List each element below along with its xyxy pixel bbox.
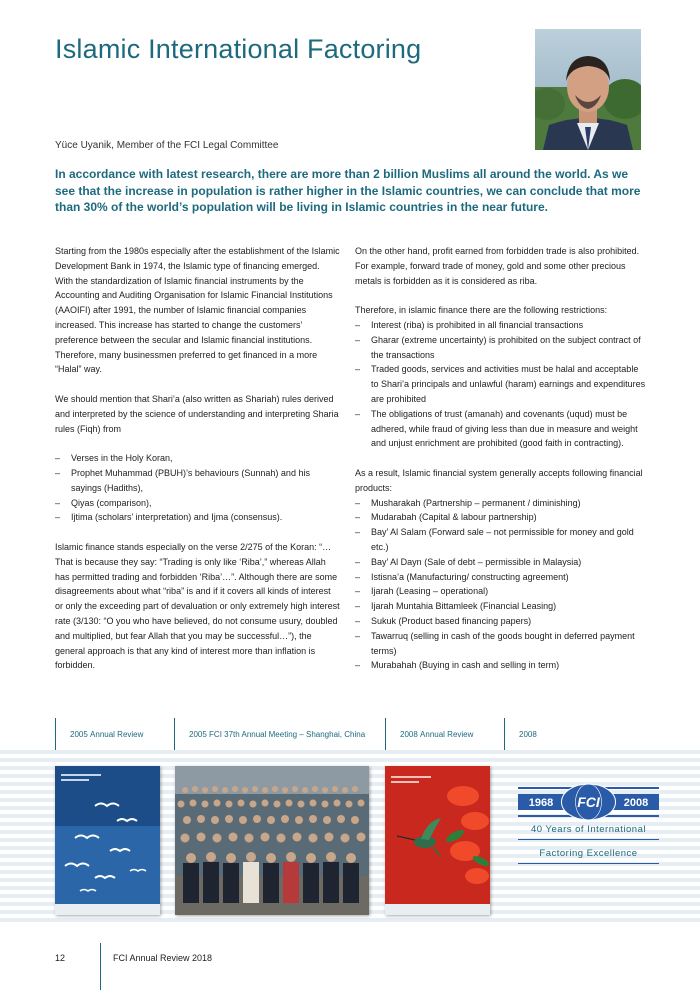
author-byline: Yüce Uyanik, Member of the FCI Legal Committee bbox=[55, 140, 279, 151]
left-paragraph-3: Islamic finance stands especially on the verse 2/275 of the Koran: “…That is because they say: “Trading is only like ‘Riba’,” whereas Allah has permitted trading and forbidden ‘Riba’…”. Although there are some disagreements about what “riba” is and if it covers all kinds of interest or only the exceeding part of devaluation or only extremely high interest rate (3/130: “O you who have believed, do not consume usury, doubled and multiplied, but fear Allah that you may be successful…”), the general approach is that any kind of interest more than inflation is forbidden. bbox=[55, 541, 340, 671]
fci-globe-logo bbox=[518, 780, 659, 826]
timeline-label: Annual Review bbox=[420, 729, 474, 739]
timeline-label: Annual Review bbox=[90, 729, 144, 739]
page-number: 12 bbox=[55, 953, 66, 963]
timeline-year: 2005 bbox=[70, 729, 88, 739]
timeline-year: 2008 bbox=[519, 729, 537, 739]
list-item: – Interest (riba) is prohibited in all financial transactions bbox=[355, 318, 647, 333]
list-item: – Bay’ Al Salam (Forward sale – not permissible for money and gold etc.) bbox=[355, 525, 647, 555]
birds-cover-image bbox=[55, 766, 160, 915]
timeline-year: 2008 bbox=[400, 729, 418, 739]
logo-year-end: 2008 bbox=[623, 797, 649, 809]
list-item: – Verses in the Holy Koran, bbox=[55, 451, 340, 466]
right-paragraph-3: As a result, Islamic financial system generally accepts following financial products: bbox=[355, 467, 643, 493]
timeline-divider bbox=[55, 718, 56, 750]
list-item: – Ijtima (scholars’ interpretation) and Ijma (consensus). bbox=[55, 510, 340, 525]
timeline-item bbox=[519, 718, 537, 750]
list-item: – Istisna’a (Manufacturing/ constructing agreement) bbox=[355, 570, 647, 585]
logo-rule bbox=[518, 839, 659, 840]
logo-year-start: 1968 bbox=[528, 797, 554, 809]
footer-divider bbox=[100, 943, 101, 990]
logo-tagline-2: Factoring Excellence bbox=[539, 848, 638, 859]
restrictions-list bbox=[355, 318, 647, 451]
group-photo bbox=[175, 766, 369, 915]
right-paragraph-1: On the other hand, profit earned from forbidden trade is also prohibited. For example, forward trade of money, gold and some other precious metals is forbidden as it is considered as riba. bbox=[355, 246, 640, 286]
list-item: – Qiyas (comparison), bbox=[55, 496, 340, 511]
timeline-label: FCI 37th Annual Meeting – Shanghai, China bbox=[209, 729, 366, 739]
list-item: – Ijarah Muntahia Bittamleek (Financial Leasing) bbox=[355, 599, 647, 614]
left-paragraph-1: Starting from the 1980s especially after the establishment of the Islamic Development Bank in 1974, the Islamic type of financing emerged. With the standardization of Islamic financial instruments by the Accounting and Auditing Organisation for Islamic Financial Institutions (AAOIFI) after 1991, the number of Islamic financial companies increased. This increase has started to change the customers’ preference between the secular and Islamic financial institutions. Therefore, many businessmen preferred to get financed in a more “Halal” way. bbox=[55, 246, 340, 375]
timeline-divider bbox=[174, 718, 175, 750]
list-item: – Gharar (extreme uncertainty) is prohibited on the subject contract of the transactions bbox=[355, 333, 647, 363]
page-title: Islamic International Factoring bbox=[55, 34, 422, 64]
hummingbird-cover-image bbox=[385, 766, 490, 915]
timeline-item bbox=[400, 718, 473, 750]
list-item: – Traded goods, services and activities must be halal and acceptable to Shari’a principals and unlawful (haram) earnings and expenditures are prohibited bbox=[355, 362, 647, 406]
left-paragraph-2: We should mention that Shari’a (also written as Shariah) rules derived and interpreted by the science of understanding and interpreting Sharia rules (Fiqh) from bbox=[55, 393, 339, 434]
timeline-divider bbox=[504, 718, 505, 750]
timeline-item bbox=[70, 718, 143, 750]
sources-list bbox=[55, 451, 340, 525]
cover-2005-annual-review bbox=[55, 766, 160, 915]
right-paragraph-2: Therefore, in islamic finance there are the following restrictions: bbox=[355, 305, 608, 316]
list-item: – Bay’ Al Dayn (Sale of debt – permissible in Malaysia) bbox=[355, 555, 647, 570]
logo-tagline-1: 40 Years of International bbox=[531, 824, 646, 835]
list-item: – Musharakah (Partnership – permanent / diminishing) bbox=[355, 496, 647, 511]
portrait-image bbox=[535, 29, 641, 150]
author-portrait bbox=[535, 29, 641, 150]
left-column bbox=[55, 244, 340, 673]
right-column bbox=[355, 244, 647, 673]
timeline-item bbox=[189, 718, 365, 750]
timeline-year: 2005 bbox=[189, 729, 207, 739]
cover-2008-annual-review bbox=[385, 766, 490, 915]
annual-meeting-photo bbox=[175, 766, 369, 915]
list-item: – Murabahah (Buying in cash and selling in term) bbox=[355, 658, 647, 673]
list-item: – Sukuk (Product based financing papers) bbox=[355, 614, 647, 629]
lead-paragraph: In accordance with latest research, there are more than 2 billion Muslims all around the world. As we see that the increase in population is rather higher in the Islamic countries, we can conclude that more than 30% of the world’s population will be living in Islamic countries in the near future. bbox=[55, 167, 641, 214]
logo-brand: FCI bbox=[577, 794, 600, 810]
publication-name: FCI Annual Review 2018 bbox=[113, 953, 213, 963]
logo-rule bbox=[518, 863, 659, 864]
list-item: – Prophet Muhammad (PBUH)’s behaviours (Sunnah) and his sayings (Hadiths), bbox=[55, 466, 340, 496]
list-item: – Tawarruq (selling in cash of the goods bought in deferred payment terms) bbox=[355, 629, 647, 659]
timeline-divider bbox=[385, 718, 386, 750]
list-item: – The obligations of trust (amanah) and covenants (uqud) must be adhered, while fraud of giving less than due in measure and weight and unjust enrichment are prohibited (good faith in contracting). bbox=[355, 407, 647, 451]
list-item: – Ijarah (Leasing – operational) bbox=[355, 584, 647, 599]
products-list bbox=[355, 496, 647, 674]
list-item: – Mudarabah (Capital & labour partnership) bbox=[355, 510, 647, 525]
timeline-strip bbox=[0, 718, 700, 750]
